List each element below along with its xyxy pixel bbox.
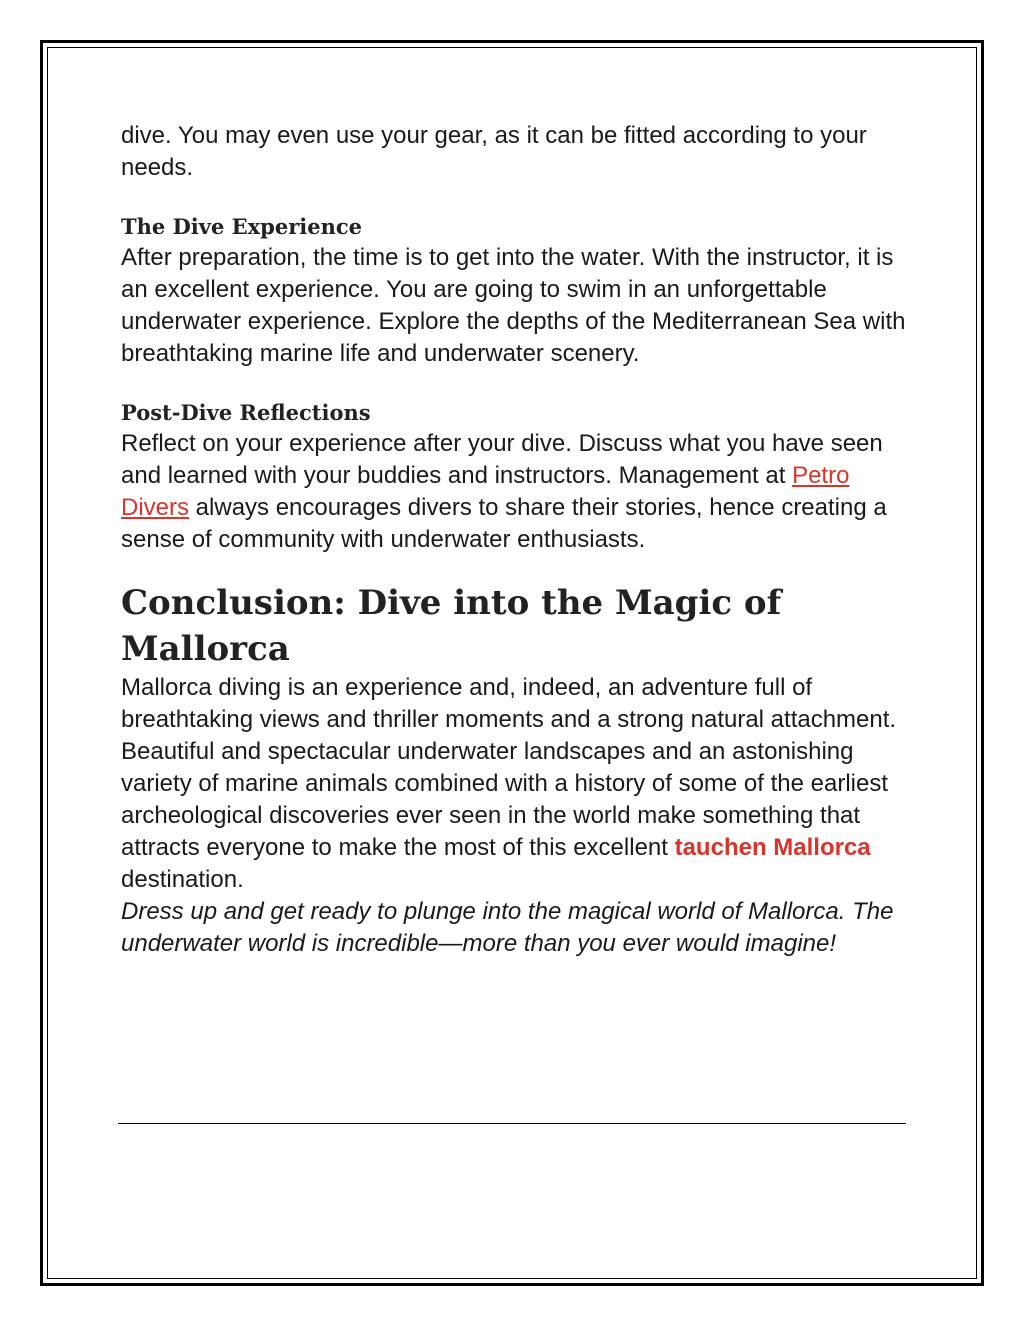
- conclusion-closing-italic: Dress up and get ready to plunge into the magical world of Mallorca. The underwater world is incredible—more than you ever would imagine!: [121, 898, 894, 957]
- conclusion-text-start: Mallorca diving is an experience and, indeed, an adventure full of breathtaking views and thriller moments and a strong natural attachment. Beautiful and spectacular underwater landscapes and an astonishing variety of marine animals combined with a history of some of the earliest archeological discoveries ever seen in the world make something that attracts everyone to make the most of this excellent: [121, 674, 897, 861]
- petro-divers-link[interactable]: Petro Divers: [121, 462, 850, 521]
- post-dive-heading: Post-Dive Reflections: [121, 400, 371, 425]
- dive-experience-paragraph: After preparation, the time is to get into the water. With the instructor, it is an excellent experience. You are going to swim in an unforgettable underwater experience. Explore the depths of the Mediterranean Sea with breathtaking marine life and underwater scenery.: [121, 244, 906, 367]
- horizontal-rule: [118, 1123, 906, 1124]
- intro-paragraph: dive. You may even use your gear, as it can be fitted according to your needs.: [121, 122, 867, 181]
- post-dive-text-end: always encourages divers to share their stories, hence creating a sense of community with underwater enthusiasts.: [121, 494, 887, 553]
- conclusion-heading: Conclusion: Dive into the Magic of Mallorca: [121, 583, 782, 669]
- dive-experience-heading: The Dive Experience: [121, 214, 363, 239]
- conclusion-paragraph: [121, 672, 911, 960]
- spacer: [121, 370, 911, 398]
- tauchen-mallorca-link[interactable]: tauchen Mallorca: [674, 834, 871, 861]
- conclusion-text-end: destination.: [121, 866, 244, 893]
- post-dive-text-start: Reflect on your experience after your dive. Discuss what you have seen and learned with your buddies and instructors. Management at: [121, 430, 883, 489]
- post-dive-paragraph: [121, 428, 911, 556]
- spacer: [121, 556, 911, 580]
- spacer: [121, 184, 911, 212]
- document-content: [121, 120, 911, 960]
